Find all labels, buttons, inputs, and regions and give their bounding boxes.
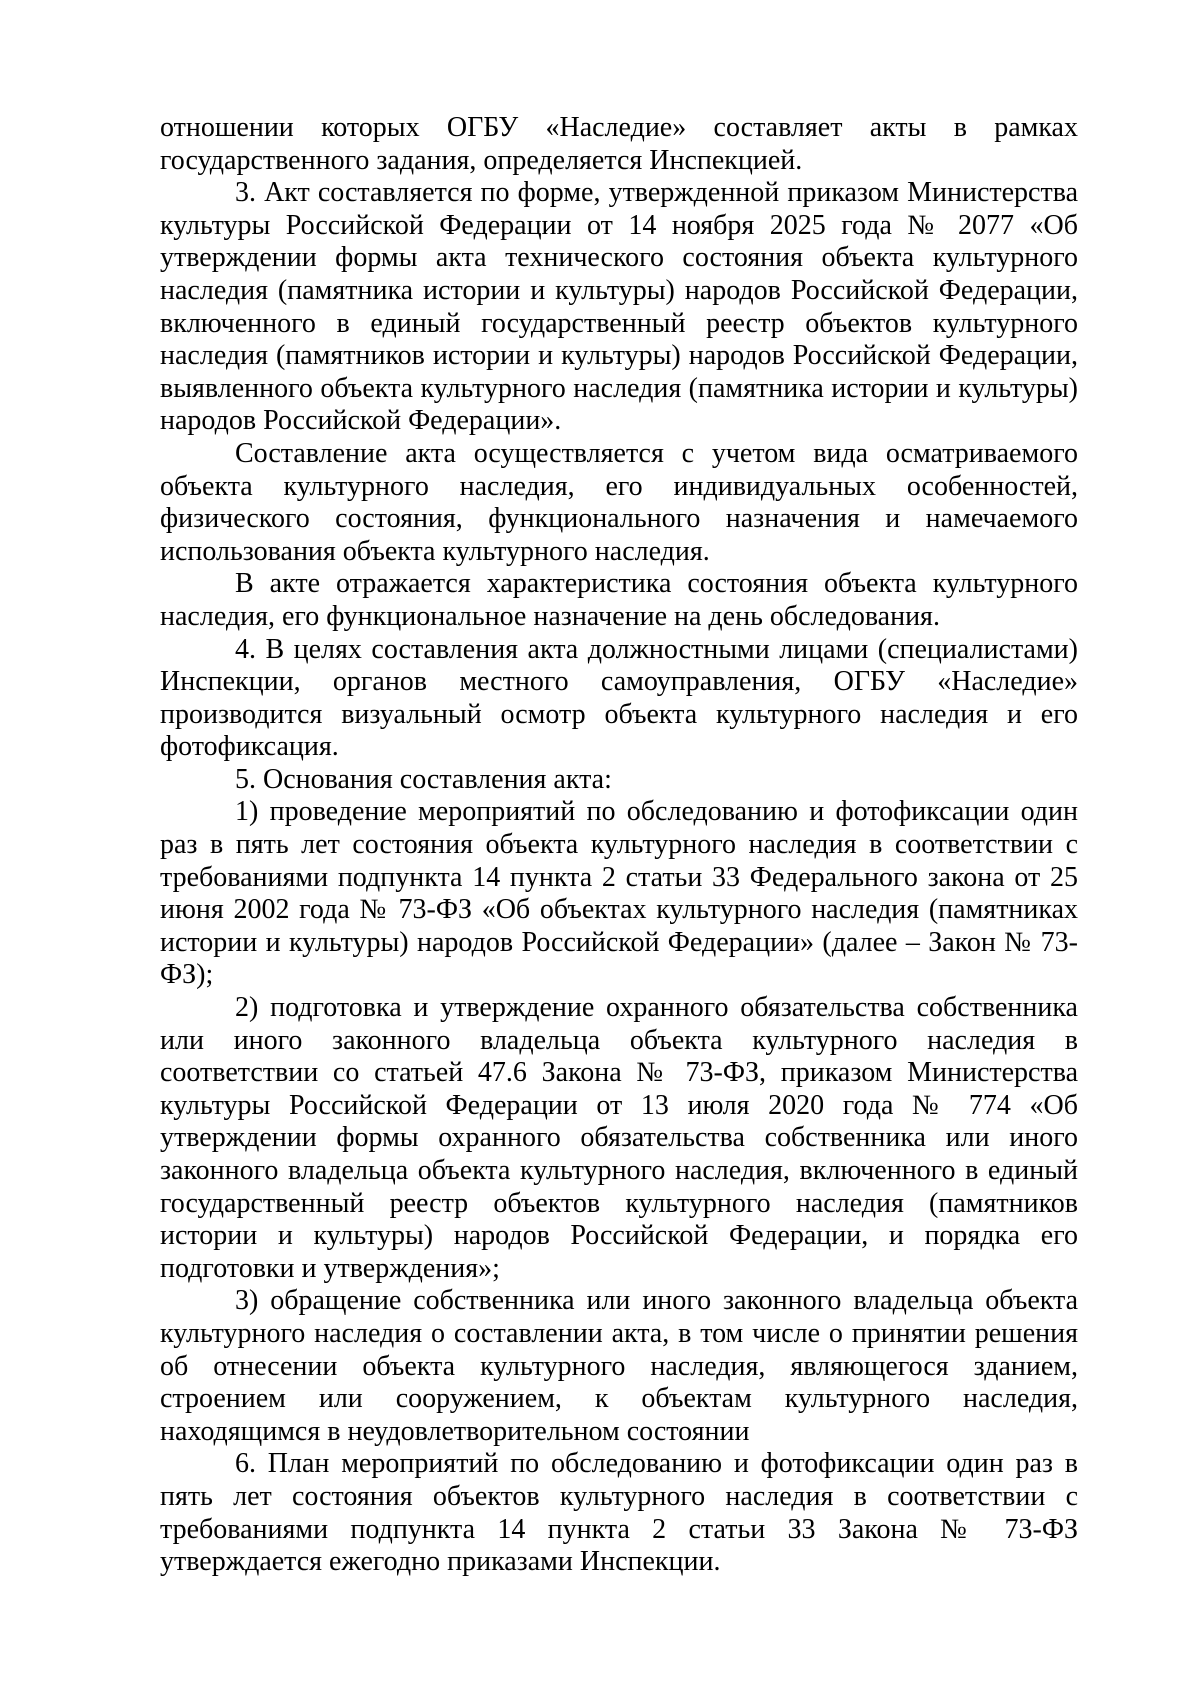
document-body (160, 112, 1078, 1579)
paragraph-item-5-2: 2) подготовка и утверждение охранного обязательства собственника или иного законного владельца объекта культурного наследия в соответствии со статьей 47.6 Закона № 73-ФЗ, приказом Министерства культуры Российской Федерации от 13 июля 2020 года № 774 «Об утверждении формы охранного обязательства собственника или иного законного владельца объекта культурного наследия, включенного в единый государственный реестр объектов культурного наследия (памятников истории и культуры) народов Российской Федерации, и порядка его подготовки и утверждения»; (160, 992, 1078, 1284)
paragraph-act-contents: В акте отражается характеристика состояния объекта культурного наследия, его функциональное назначение на день обследования. (160, 568, 1078, 632)
paragraph-item-4: 4. В целях составления акта должностными лицами (специалистами) Инспекции, органов местного самоуправления, ОГБУ «Наследие» производится визуальный осмотр объекта культурного наследия и его фотофиксация. (160, 633, 1078, 763)
paragraph-act-composition: Составление акта осуществляется с учетом вида осматриваемого объекта культурного наследия, его индивидуальных особенностей, физического состояния, функционального назначения и намечаемого использования объекта культурного наследия. (160, 437, 1078, 567)
paragraph-item-5-1: 1) проведение мероприятий по обследованию и фотофиксации один раз в пять лет состояния объекта культурного наследия в соответствии с требованиями подпункта 14 пункта 2 статьи 33 Федерального закона от 25 июня 2002 года № 73-ФЗ «Об объектах культурного наследия (памятниках истории и культуры) народов Российской Федерации» (далее – Закон № 73-ФЗ); (160, 796, 1078, 991)
paragraph-item-3: 3. Акт составляется по форме, утвержденной приказом Министерства культуры Российской Федерации от 14 ноября 2025 года № 2077 «Об утверждении формы акта технического состояния объекта культурного наследия (памятника истории и культуры) народов Российской Федерации, включенного в единый государственный реестр объектов культурного наследия (памятников истории и культуры) народов Российской Федерации, выявленного объекта культурного наследия (памятника истории и культуры) народов Российской Федерации». (160, 177, 1078, 437)
paragraph-item-5-3: 3) обращение собственника или иного законного владельца объекта культурного наследия о составлении акта, в том числе о принятии решения об отнесении объекта культурного наследия, являющегося зданием, строением или сооружением, к объектам культурного наследия, находящимся в неудовлетворительном состоянии (160, 1285, 1078, 1447)
paragraph-item-6: 6. План мероприятий по обследованию и фотофиксации один раз в пять лет состояния объектов культурного наследия в соответствии с требованиями подпункта 14 пункта 2 статьи 33 Закона № 73-ФЗ утверждается ежегодно приказами Инспекции. (160, 1448, 1078, 1578)
paragraph-continuation: отношении которых ОГБУ «Наследие» составляет акты в рамках государственного задания, определяется Инспекцией. (160, 112, 1078, 176)
paragraph-item-5-heading: 5. Основания составления акта: (235, 763, 612, 795)
